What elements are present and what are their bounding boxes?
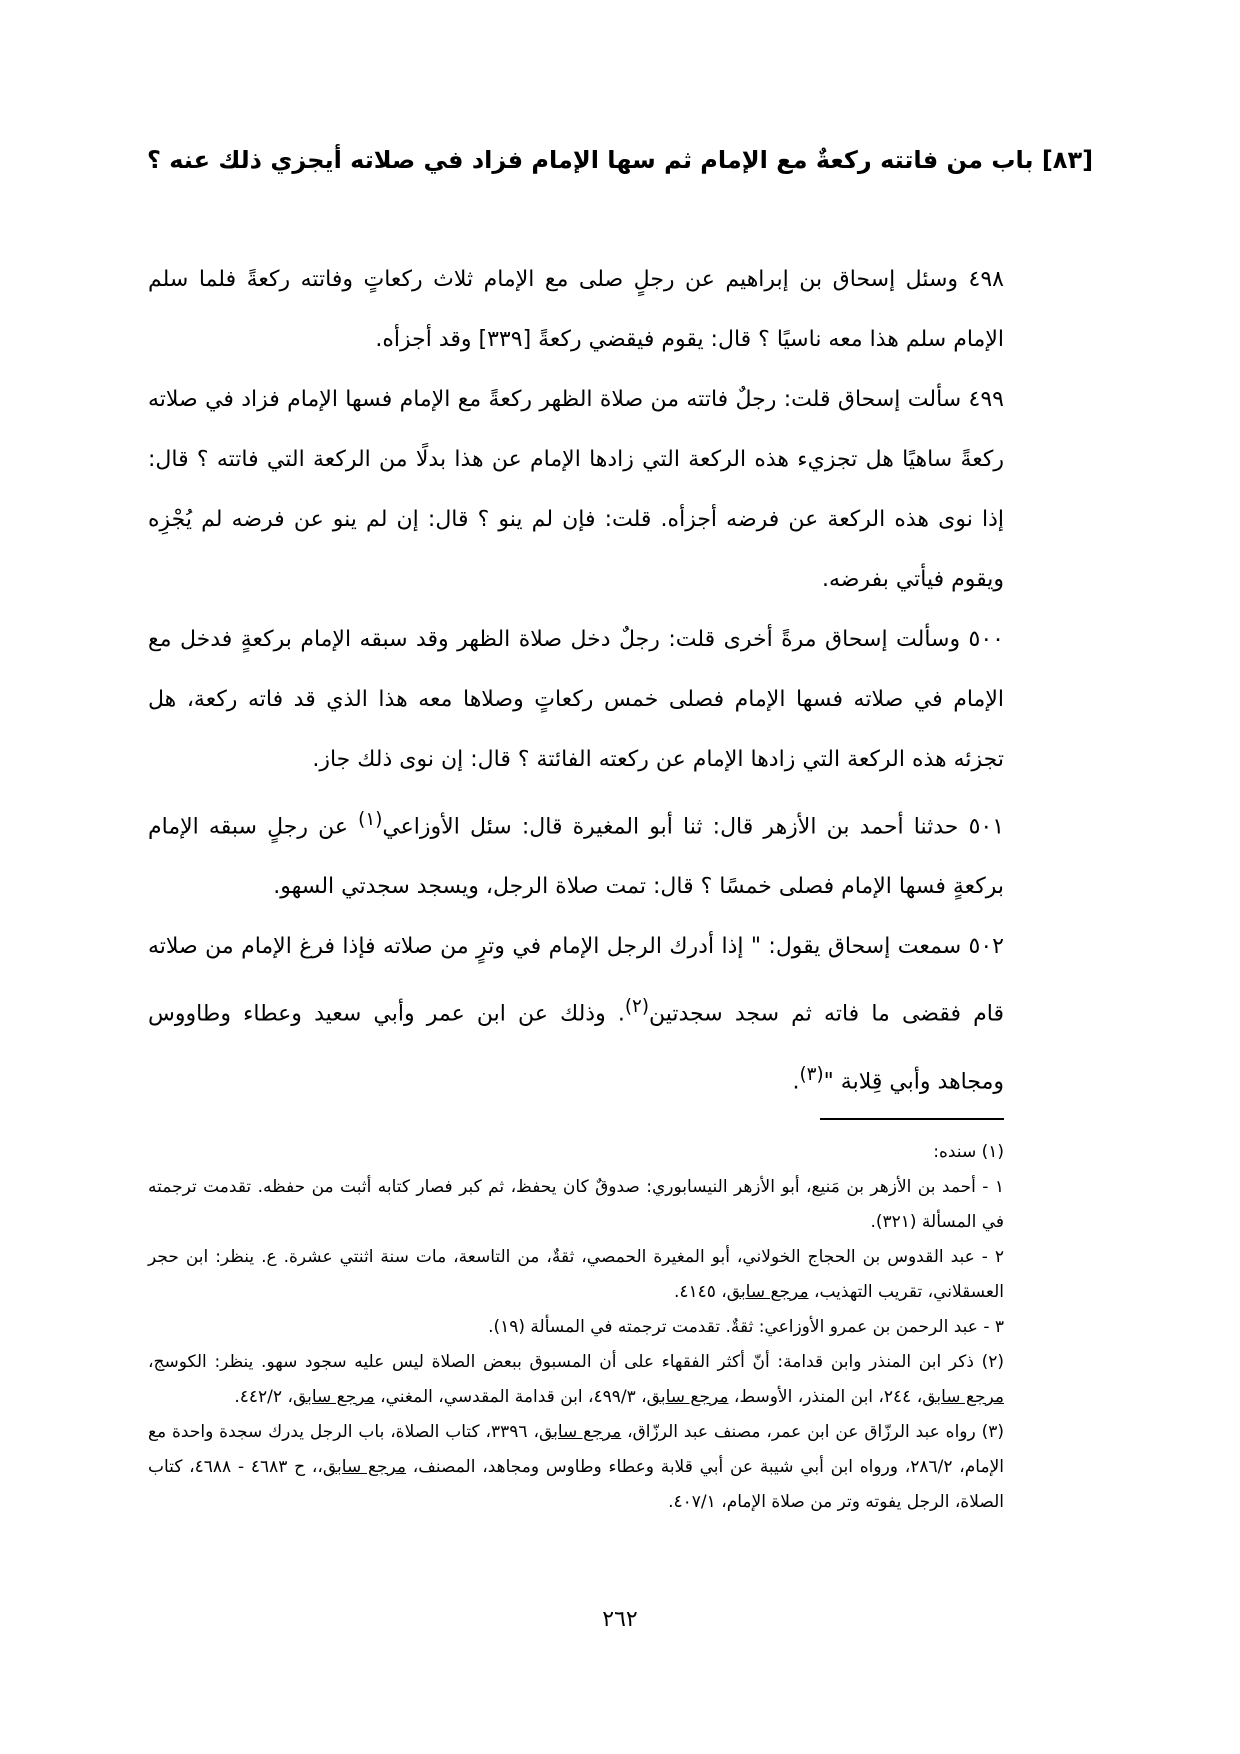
footnote-text: ، ٤٩٩/٣، ابن قدامة المقدسي، المغني، [374, 1387, 647, 1407]
page-number: ٢٦٢ [602, 1607, 638, 1632]
footnote-1-item-3 [148, 1310, 1004, 1345]
chapter-heading: [٨٣] باب من فاتته ركعةٌ مع الإمام ثم سها الإمام فزاد في صلاته أيجزي ذلك عنه ؟ [146, 146, 1094, 174]
footnote-text: ١ - أحمد بن الأزهر بن مَنيع، أبو الأزهر النيسابوري: صدوقٌ كان يحفظ، ثم كبر فصار كتابه أثبت من حفظه. تقدمت ترجمته في المسألة (٣٢١). [148, 1177, 1004, 1232]
footnote-text: ٣ - عبد الرحمن بن عمرو الأوزاعي: ثقةٌ. تقدمت ترجمته في المسألة (١٩). [488, 1317, 1004, 1337]
footnote-text: ، ٤٤٢/٢. [234, 1387, 293, 1407]
footnote-marker: (٣) [799, 1063, 824, 1085]
footnote-text: (١) سنده: [933, 1142, 1004, 1162]
footnote-1-heading [148, 1135, 1004, 1170]
footnote-text: ، ٤١٤٥. [673, 1282, 727, 1302]
paragraph-502 [148, 917, 1004, 1112]
reference-link[interactable]: مرجع سابق [538, 1422, 622, 1442]
paragraph-500 [148, 610, 1004, 790]
reference-link[interactable]: مرجع سابق [726, 1282, 809, 1302]
reference-link[interactable]: مرجع سابق [322, 1457, 407, 1477]
footnote-text: ، ٣٣٩٦، كتاب الصلاة، باب الرجل يدرك سجدة واحدة مع الإمام، ٢٨٦/٢، ورواه ابن أبي شيبة عن أبي قلابة وعطاء وطاوس ومجاهد، المصنف، [148, 1422, 1004, 1477]
footnote-text: ٢ - عبد القدوس بن الحجاج الخولاني، أبو المغيرة الحمصي، ثقةٌ، من التاسعة، مات سنة اثنتي عشرة. ع. ينظر: ابن حجر العسقلاني، تقريب التهذيب، [148, 1247, 1004, 1302]
footnote-1-item-2 [148, 1240, 1004, 1310]
footnote-text: (٣) رواه عبد الرزّاق عن ابن عمر، مصنف عبد الرزّاق، [621, 1422, 1005, 1442]
paragraph-499 [148, 370, 1004, 610]
footnote-separator [820, 1118, 1004, 1120]
paragraph-text: ٥٠٠ وسألت إسحاق مرةً أخرى قلت: رجلٌ دخل صلاة الظهر وقد سبقه الإمام بركعةٍ فدخل مع الإمام في صلاته فسها الإمام فصلى خمس ركعاتٍ وصلاها معه هذا الذي قد فاته ركعة، هل تجزئه هذه الركعة التي زادها الإمام عن ركعته الفائتة ؟ قال: إن نوى ذلك جاز. [148, 627, 1004, 772]
paragraph-text: . وذلك عن ابن عمر وأبي سعيد وعطاء وطاووس ومجاهد وأبي قِلابة " [148, 1001, 1004, 1094]
footnote-marker: (٢) [624, 996, 649, 1018]
paragraph-text: ٤٩٩ سألت إسحاق قلت: رجلٌ فاتته من صلاة الظهر ركعةً مع الإمام فسها الإمام فزاد في صلاته ركعةً ساهيًا هل تجزيء هذه الركعة التي زادها الإمام عن هذا بدلًا من الركعة التي فاتته ؟ قال: إذا نوى هذه الركعة عن فرضه أجزأه. قلت: فإن لم ينو ؟ قال: إن لم ينو عن فرضه لم يُجْزِه ويقوم فيأتي بفرضه. [148, 387, 1004, 592]
paragraph-text: عن رجلٍ سبقه الإمام بركعةٍ فسها الإمام فصلى خمسًا ؟ قال: تمت صلاة الرجل، ويسجد سجدتي السهو. [148, 814, 1004, 900]
reference-link[interactable]: مرجع سابق [922, 1387, 1004, 1407]
footnote-text: ،، ح ٤٦٨٣ - ٤٦٨٨، كتاب الصلاة، الرجل يفوته وتر من صلاة الإمام، ٤٠٧/١. [148, 1457, 1004, 1512]
reference-link[interactable]: مرجع سابق [292, 1387, 375, 1407]
paragraph-501 [148, 790, 1004, 917]
footnote-2 [148, 1345, 1004, 1415]
footnote-3 [148, 1415, 1004, 1520]
reference-link[interactable]: مرجع سابق [646, 1387, 729, 1407]
footnote-1-item-1 [148, 1170, 1004, 1240]
footnote-marker: (١) [358, 809, 383, 830]
paragraph-498 [148, 250, 1004, 370]
footnote-text: ، ٢٤٤، ابن المنذر، الأوسط، [728, 1387, 923, 1407]
main-text [148, 250, 1004, 1112]
footnote-text: (٢) ذكر ابن المنذر وابن قدامة: أنّ أكثر الفقهاء على أن المسبوق ببعض الصلاة ليس عليه سجود سهو. ينظر: الكوسج، [148, 1352, 1004, 1372]
paragraph-text: ٥٠١ حدثنا أحمد بن الأزهر قال: ثنا أبو المغيرة قال: سئل الأوزاعي [382, 814, 1005, 840]
paragraph-text: ٤٩٨ وسئل إسحاق بن إبراهيم عن رجلٍ صلى مع الإمام ثلاث ركعاتٍ وفاتته ركعةً فلما سلم الإمام سلم هذا معه ناسيًا ؟ قال: يقوم فيقضي ركعةً [٣٣٩] وقد أجزأه. [148, 267, 1004, 352]
paragraph-text: . [792, 1068, 800, 1094]
footnotes [148, 1135, 1004, 1520]
paragraph-text: ٥٠٢ سمعت إسحاق يقول: " إذا أدرك الرجل الإمام في وترٍ من صلاته فإذا فرغ الإمام من صلاته قام فقضى ما فاته ثم سجد سجدتين [148, 934, 1004, 1027]
